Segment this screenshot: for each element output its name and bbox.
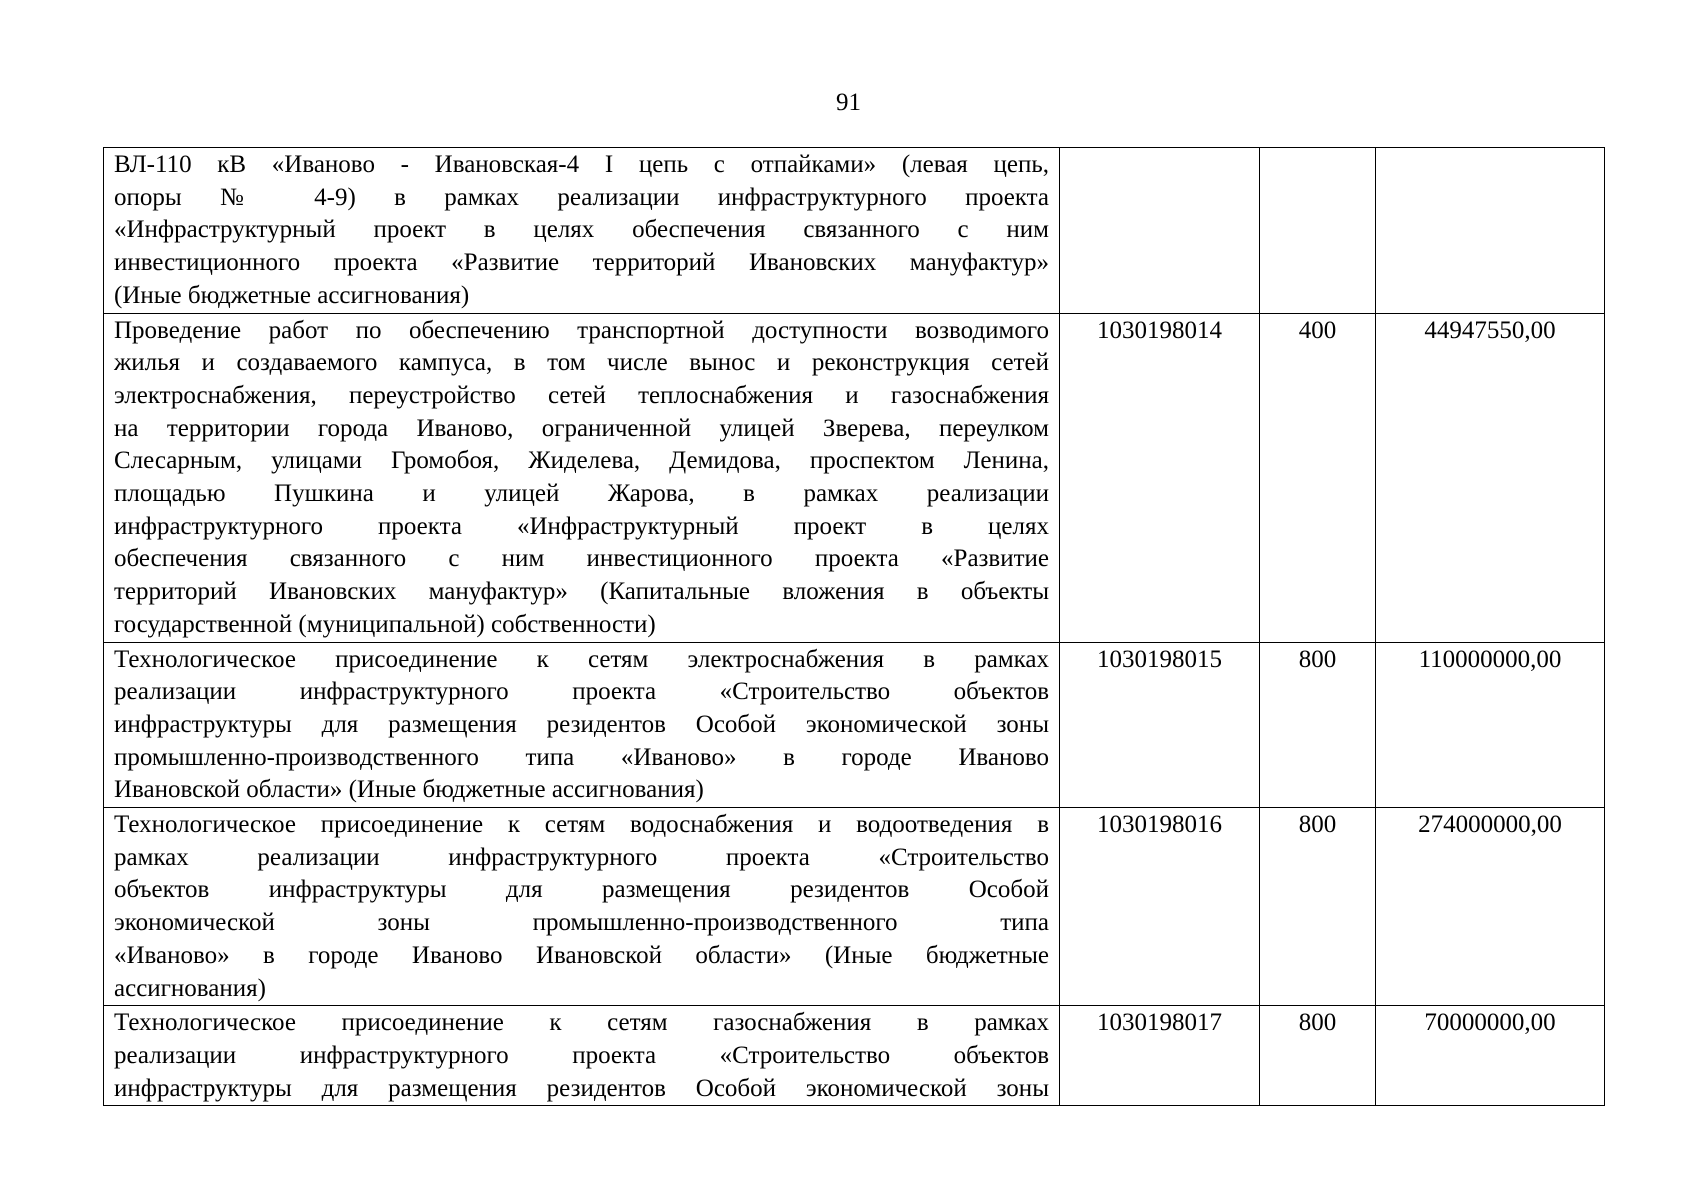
description-line: электроснабжения, переустройство сетей теплоснабжения и газоснабжения (114, 381, 1049, 409)
table-row (104, 148, 1605, 314)
budget-table (103, 147, 1605, 1106)
row-amount: 70000000,00 (1376, 1006, 1605, 1106)
row-amount: 110000000,00 (1376, 642, 1605, 808)
row-expense-type: 800 (1260, 1006, 1376, 1106)
description-line: «Инфраструктурный проект в целях обеспечения связанного с ним (114, 216, 1049, 244)
table-row (104, 642, 1605, 808)
description-line: экономической зоны промышленно-производственного типа (114, 909, 1049, 937)
row-amount: 274000000,00 (1376, 808, 1605, 1006)
description-line: рамках реализации инфраструктурного проекта «Строительство (114, 843, 1049, 871)
description-line: Слесарным, улицами Громобоя, Жиделева, Демидова, проспектом Ленина, (114, 447, 1049, 475)
row-expense-type: 400 (1260, 313, 1376, 642)
description-line: ассигнования) (114, 974, 266, 1002)
description-line: Технологическое присоединение к сетям водоснабжения и водоотведения в (114, 811, 1049, 839)
row-expense-type (1260, 148, 1376, 314)
description-line: Технологическое присоединение к сетям электроснабжения в рамках (114, 645, 1049, 673)
row-description (104, 642, 1060, 808)
description-line: промышленно-производственного типа «Иваново» в городе Иваново (114, 743, 1049, 771)
table-row (104, 808, 1605, 1006)
description-line: Проведение работ по обеспечению транспортной доступности возводимого (114, 316, 1049, 344)
table-row (104, 313, 1605, 642)
description-line: опоры № 4-9) в рамках реализации инфраструктурного проекта (114, 183, 1049, 211)
table-row (104, 1006, 1605, 1106)
description-line: ВЛ-110 кВ «Иваново - Ивановская-4 I цепь с отпайками» (левая цепь, (114, 151, 1049, 178)
description-line: жилья и создаваемого кампуса, в том числе вынос и реконструкция сетей (114, 349, 1049, 377)
row-description (104, 1006, 1060, 1106)
description-line: Ивановской области» (Иные бюджетные ассигнования) (114, 776, 704, 804)
row-description (104, 148, 1060, 314)
description-line: Технологическое присоединение к сетям газоснабжения в рамках (114, 1009, 1049, 1037)
row-code: 1030198014 (1060, 313, 1260, 642)
description-line: обеспечения связанного с ним инвестиционного проекта «Развитие (114, 545, 1049, 573)
row-code: 1030198016 (1060, 808, 1260, 1006)
description-line: реализации инфраструктурного проекта «Строительство объектов (114, 1041, 1049, 1069)
row-code: 1030198015 (1060, 642, 1260, 808)
budget-table-body (104, 148, 1605, 1106)
description-line: объектов инфраструктуры для размещения резидентов Особой (114, 876, 1049, 904)
description-line: территорий Ивановских мануфактур» (Капитальные вложения в объекты (114, 578, 1049, 606)
row-code: 1030198017 (1060, 1006, 1260, 1106)
description-line: площадью Пушкина и улицей Жарова, в рамках реализации (114, 480, 1049, 508)
description-line: инвестиционного проекта «Развитие территорий Ивановских мануфактур» (114, 249, 1049, 277)
row-code (1060, 148, 1260, 314)
description-line: инфраструктуры для размещения резидентов Особой экономической зоны (114, 710, 1049, 738)
description-line: на территории города Иваново, ограниченной улицей Зверева, переулком (114, 414, 1049, 442)
description-line: «Иваново» в городе Иваново Ивановской области» (Иные бюджетные (114, 941, 1049, 969)
description-line: государственной (муниципальной) собственности) (114, 610, 656, 638)
row-description (104, 313, 1060, 642)
row-amount: 44947550,00 (1376, 313, 1605, 642)
description-line: реализации инфраструктурного проекта «Строительство объектов (114, 678, 1049, 706)
row-expense-type: 800 (1260, 642, 1376, 808)
description-line: инфраструктуры для размещения резидентов Особой экономической зоны (114, 1074, 1049, 1102)
row-amount (1376, 148, 1605, 314)
row-expense-type: 800 (1260, 808, 1376, 1006)
description-line: (Иные бюджетные ассигнования) (114, 281, 470, 309)
page-number: 91 (836, 89, 861, 116)
description-line: инфраструктурного проекта «Инфраструктурный проект в целях (114, 512, 1049, 540)
row-description (104, 808, 1060, 1006)
